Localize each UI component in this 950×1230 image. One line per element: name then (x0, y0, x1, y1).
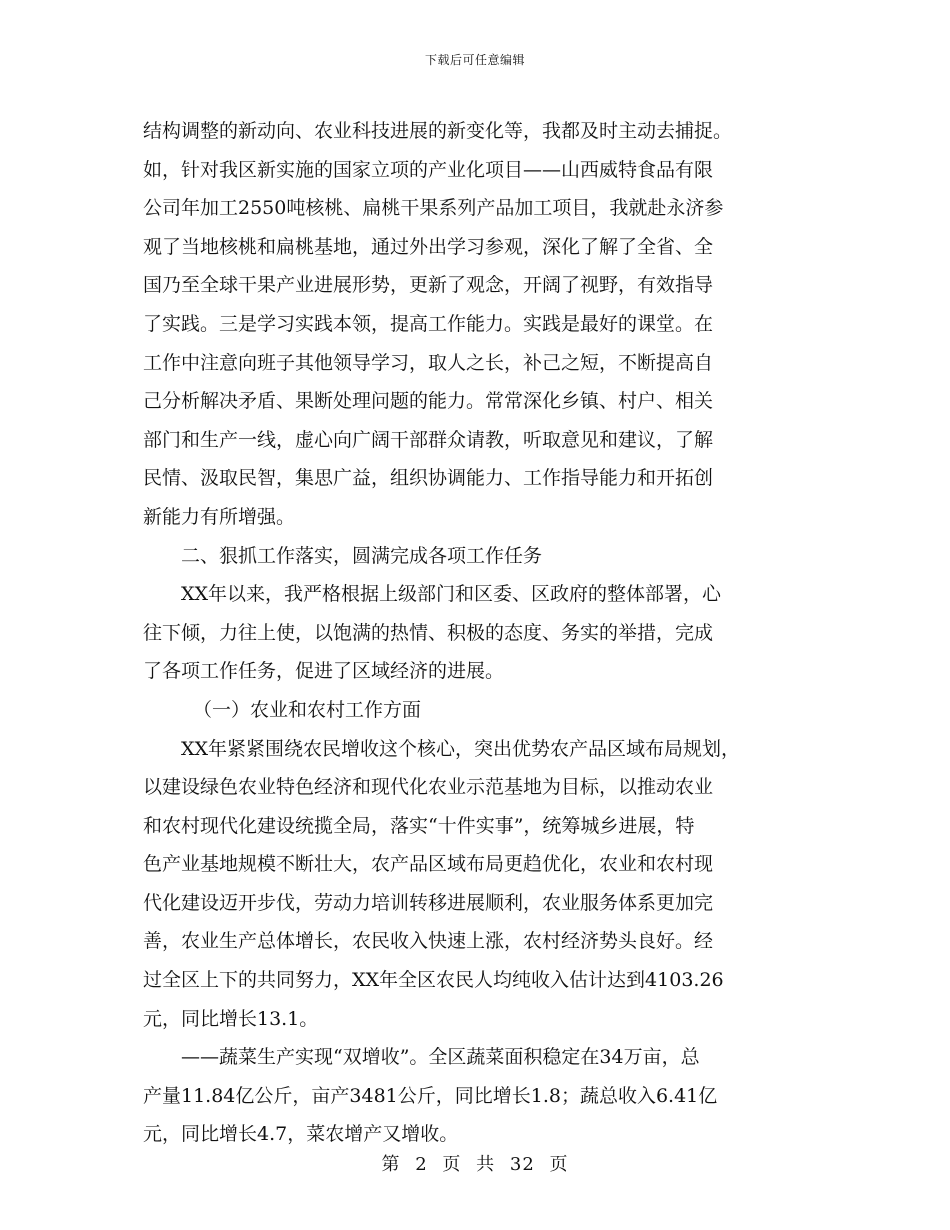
paragraph-line: 过全区上下的共同努力，XX年全区农民人均纯收入估计达到4103.26 (143, 969, 724, 992)
paragraph-line: 代化建设迈开步伐，劳动力培训转移进展顺利，农业服务体系更加完 (143, 891, 714, 914)
paragraph-line: 国乃至全球干果产业进展形势，更新了观念，开阔了视野，有效指导 (143, 274, 714, 297)
paragraph-line: 己分析解决矛盾、果断处理问题的能力。常常深化乡镇、村户、相关 (143, 390, 714, 413)
footer-total-unit: 页 (549, 1154, 569, 1175)
footer-total-prefix: 共 (476, 1154, 496, 1175)
total-pages: 32 (509, 1154, 535, 1175)
paragraph-line: 往下倾，力往上使，以饱满的热情、积极的态度、务实的举措，完成 (143, 621, 714, 644)
paragraph-line: 观了当地核桃和扁桃基地，通过外出学习参观，深化了解了全省、全 (143, 235, 714, 258)
paragraph-line: 结构调整的新动向、农业科技进展的新变化等，我都及时主动去捕捉。 (143, 120, 733, 142)
paragraph-line: 色产业基地规模不断壮大，农产品区域布局更趋优化，农业和农村现 (143, 853, 714, 876)
page-header-note: 下载后可任意编辑 (424, 53, 525, 67)
paragraph-line: 元，同比增长4.7，菜农增产又增收。 (143, 1123, 459, 1146)
subsection-heading: （一）农业和农村工作方面 (193, 698, 422, 721)
paragraph-line: 新能力有所增强。 (143, 505, 296, 528)
paragraph-line: 部门和生产一线，虚心向广阔干部群众请教，听取意见和建议，了解 (143, 428, 714, 451)
page-number: 2 (415, 1154, 428, 1175)
paragraph-line: 民情、汲取民智，集思广益，组织协调能力、工作指导能力和开拓创 (143, 467, 714, 490)
paragraph-line: ——蔬菜生产实现“双增收”。全区蔬菜面积稳定在34万亩，总 (181, 1046, 700, 1069)
paragraph-line: 了实践。三是学习实践本领，提高工作能力。实践是最好的课堂。在 (143, 312, 714, 335)
paragraph-line: 元，同比增长13.1。 (143, 1007, 319, 1030)
paragraph-line: 工作中注意向班子其他领导学习，取人之长，补己之短，不断提高自 (143, 351, 714, 374)
section-heading: 二、狠抓工作落实，圆满完成各项工作任务 (181, 544, 543, 567)
paragraph-line: 公司年加工2550吨核桃、扁桃干果系列产品加工项目，我就赴永济参 (143, 197, 724, 220)
paragraph-line: XX年以来，我严格根据上级部门和区委、区政府的整体部署，心 (181, 583, 722, 606)
paragraph-line: 善，农业生产总体增长，农民收入快速上涨，农村经济势头良好。经 (143, 930, 714, 953)
footer-prefix: 第 (381, 1154, 401, 1175)
footer-page-unit: 页 (442, 1154, 462, 1175)
paragraph-line: 和农村现代化建设统揽全局，落实“十件实事”，统筹城乡进展，特 (143, 814, 695, 837)
page-footer (0, 1153, 950, 1177)
paragraph-line: XX年紧紧围绕农民增收这个核心，突出优势农产品区域布局规划， (181, 737, 741, 760)
paragraph-line: 如，针对我区新实施的国家立项的产业化项目——山西威特食品有限 (143, 158, 714, 181)
paragraph-line: 以建设绿色农业特色经济和现代化农业示范基地为目标，以推动农业 (143, 776, 714, 799)
paragraph-line: 了各项工作任务，促进了区域经济的进展。 (143, 660, 505, 683)
paragraph-line: 产量11.84亿公斤，亩产3481公斤，同比增长1.8；蔬总收入6.41亿 (143, 1084, 718, 1107)
document-body (143, 112, 823, 1154)
